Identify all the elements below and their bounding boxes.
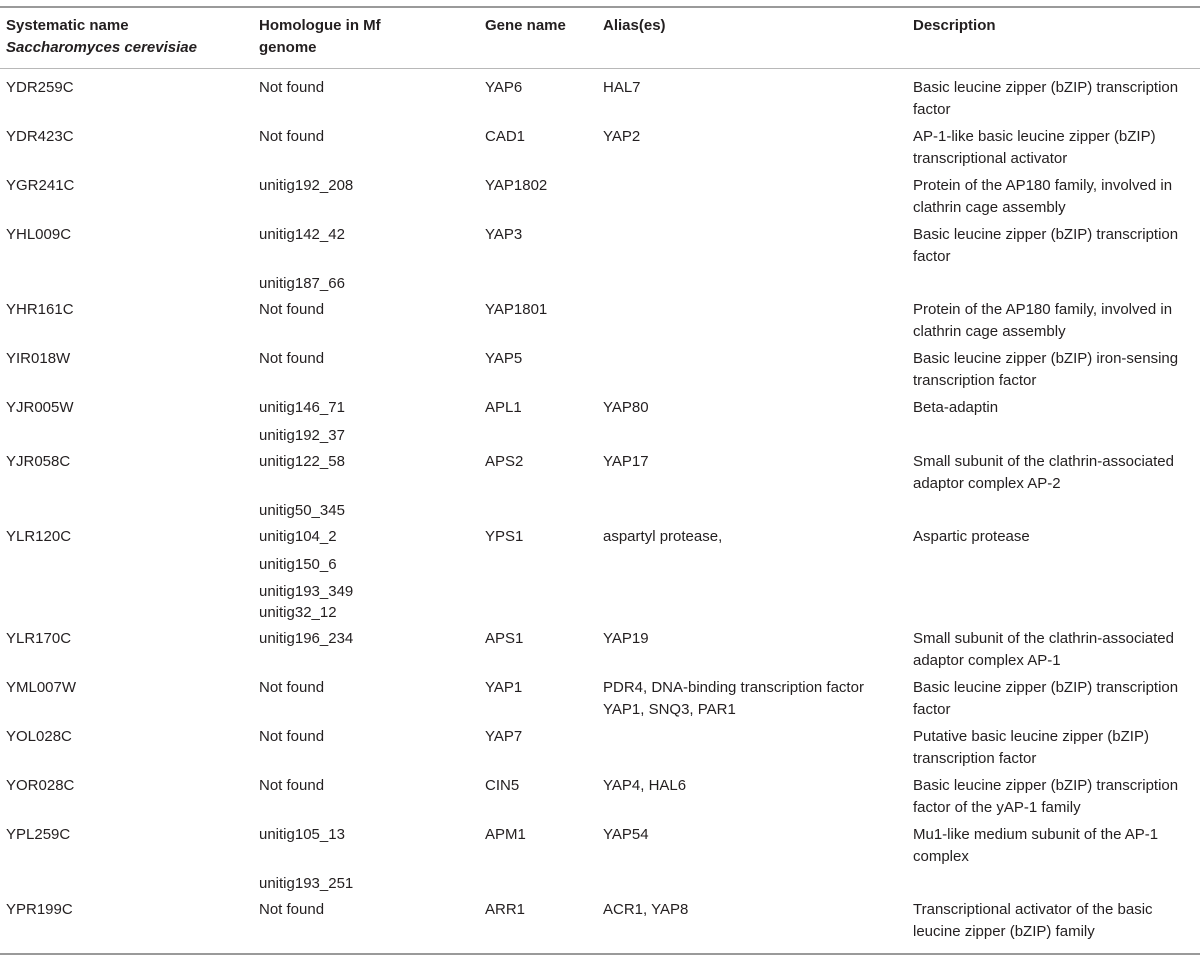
cell-homologue: Not found	[259, 901, 325, 918]
cell-description-line: Basic leucine zipper (bZIP) transcription	[913, 679, 1179, 696]
cell-description	[913, 175, 1172, 219]
cell-systematic-name: YDR423C	[6, 128, 74, 145]
cell-systematic-name: YGR241C	[6, 177, 75, 194]
cell-gene-name: YPS1	[485, 528, 524, 545]
cell-gene-name: YAP3	[485, 226, 523, 243]
cell-systematic-name: YLR120C	[6, 528, 72, 545]
cell-description	[913, 397, 998, 419]
table-top-rule	[0, 6, 1200, 8]
cell-systematic-name: YOR028C	[6, 777, 75, 794]
cell-systematic-name: YLR170C	[6, 630, 72, 647]
cell-homologue: unitig105_13	[259, 826, 345, 843]
cell-gene-name: APS2	[485, 453, 524, 470]
cell-homologue: Not found	[259, 128, 325, 145]
cell-systematic-name: YDR259C	[6, 79, 74, 96]
cell-alias-line: PDR4, DNA-binding transcription factor	[603, 679, 864, 696]
cell-homologue: unitig193_349	[259, 583, 354, 600]
cell-alias-line: YAP17	[603, 453, 649, 470]
cell-description-line: Basic leucine zipper (bZIP) transcription	[913, 79, 1179, 96]
header-species: Saccharomyces cerevisiae	[6, 39, 197, 56]
cell-description-line: factor	[913, 101, 951, 118]
cell-homologue: Not found	[259, 728, 325, 745]
cell-alias	[603, 526, 722, 548]
cell-homologue: unitig196_234	[259, 630, 354, 647]
header-homologue-line2: genome	[259, 39, 317, 56]
cell-gene-name: YAP6	[485, 79, 523, 96]
cell-homologue: unitig122_58	[259, 453, 345, 470]
cell-alias-line: YAP1, SNQ3, PAR1	[603, 701, 736, 718]
cell-description-line: adaptor complex AP-1	[913, 652, 1061, 669]
cell-homologue: Not found	[259, 350, 325, 367]
cell-description-line: factor	[913, 248, 951, 265]
cell-description-line: factor of the yAP-1 family	[913, 799, 1081, 816]
cell-alias	[603, 77, 641, 99]
header-homologue	[259, 15, 381, 59]
cell-description	[913, 824, 1158, 868]
cell-gene-name: APL1	[485, 399, 522, 416]
cell-homologue: unitig192_208	[259, 177, 354, 194]
header-description: Description	[913, 17, 996, 34]
cell-alias	[603, 451, 649, 473]
cell-systematic-name: YHR161C	[6, 301, 74, 318]
header-alias: Alias(es)	[603, 17, 666, 34]
cell-gene-name: APS1	[485, 630, 524, 647]
cell-alias-line: aspartyl protease,	[603, 528, 723, 545]
cell-description-line: Small subunit of the clathrin-associated	[913, 453, 1174, 470]
cell-gene-name: YAP1801	[485, 301, 548, 318]
cell-description	[913, 451, 1174, 495]
header-systematic-label: Systematic name	[6, 17, 129, 34]
cell-alias-line: HAL7	[603, 79, 641, 96]
cell-gene-name: CAD1	[485, 128, 526, 145]
cell-gene-name: CIN5	[485, 777, 520, 794]
cell-systematic-name: YJR005W	[6, 399, 74, 416]
cell-alias	[603, 899, 688, 921]
cell-description-line: clathrin cage assembly	[913, 199, 1066, 216]
cell-homologue: unitig142_42	[259, 226, 345, 243]
cell-gene-name: YAP7	[485, 728, 523, 745]
cell-description-line: Mu1-like medium subunit of the AP-1	[913, 826, 1159, 843]
cell-description-line: adaptor complex AP-2	[913, 475, 1061, 492]
cell-homologue: unitig193_251	[259, 875, 354, 892]
cell-alias	[603, 628, 649, 650]
cell-description-line: transcription factor	[913, 372, 1037, 389]
cell-description-line: clathrin cage assembly	[913, 323, 1066, 340]
cell-homologue: Not found	[259, 79, 325, 96]
cell-description-line: Transcriptional activator of the basic	[913, 901, 1153, 918]
cell-description-line: Aspartic protease	[913, 528, 1030, 545]
cell-description	[913, 299, 1172, 343]
cell-description-line: Basic leucine zipper (bZIP) iron-sensing	[913, 350, 1179, 367]
cell-homologue: unitig32_12	[259, 604, 337, 621]
cell-gene-name: ARR1	[485, 901, 526, 918]
cell-systematic-name: YPL259C	[6, 826, 71, 843]
cell-systematic-name: YIR018W	[6, 350, 71, 367]
header-systematic	[6, 15, 197, 59]
cell-alias-line: YAP80	[603, 399, 649, 416]
cell-homologue: unitig187_66	[259, 275, 345, 292]
cell-description-line: Small subunit of the clathrin-associated	[913, 630, 1174, 647]
cell-alias-line: ACR1, YAP8	[603, 901, 689, 918]
cell-description	[913, 677, 1178, 721]
cell-homologue: Not found	[259, 777, 325, 794]
cell-description-line: Basic leucine zipper (bZIP) transcription	[913, 226, 1179, 243]
cell-alias	[603, 677, 864, 721]
cell-description-line: transcriptional activator	[913, 150, 1068, 167]
cell-gene-name: APM1	[485, 826, 526, 843]
cell-homologue: unitig192_37	[259, 427, 345, 444]
cell-alias-line: YAP54	[603, 826, 649, 843]
cell-alias-line: YAP2	[603, 128, 641, 145]
cell-description-line: Putative basic leucine zipper (bZIP)	[913, 728, 1149, 745]
cell-alias	[603, 397, 649, 419]
cell-description-line: transcription factor	[913, 750, 1037, 767]
cell-homologue: unitig146_71	[259, 399, 345, 416]
header-homologue-line1: Homologue in Mf	[259, 17, 381, 34]
cell-gene-name: YAP1	[485, 679, 523, 696]
cell-homologue: unitig50_345	[259, 502, 345, 519]
cell-systematic-name: YHL009C	[6, 226, 72, 243]
cell-homologue: unitig150_6	[259, 556, 337, 573]
cell-gene-name: YAP5	[485, 350, 523, 367]
header-gene: Gene name	[485, 17, 566, 34]
cell-description	[913, 77, 1178, 121]
cell-alias	[603, 775, 686, 797]
cell-alias-line: YAP19	[603, 630, 649, 647]
cell-description	[913, 628, 1174, 672]
cell-alias	[603, 824, 649, 846]
cell-description-line: Protein of the AP180 family, involved in	[913, 301, 1173, 318]
cell-description-line: Basic leucine zipper (bZIP) transcription	[913, 777, 1179, 794]
cell-alias-line: YAP4, HAL6	[603, 777, 687, 794]
cell-systematic-name: YJR058C	[6, 453, 71, 470]
cell-description	[913, 224, 1178, 268]
cell-systematic-name: YPR199C	[6, 901, 73, 918]
cell-alias	[603, 126, 640, 148]
cell-description	[913, 899, 1153, 943]
cell-homologue: unitig104_2	[259, 528, 337, 545]
cell-homologue: Not found	[259, 679, 325, 696]
cell-description	[913, 775, 1178, 819]
cell-description-line: leucine zipper (bZIP) family	[913, 923, 1095, 940]
header-rule	[0, 68, 1200, 69]
cell-homologue: Not found	[259, 301, 325, 318]
cell-description-line: AP-1-like basic leucine zipper (bZIP)	[913, 128, 1156, 145]
cell-description	[913, 726, 1149, 770]
cell-description-line: Beta-adaptin	[913, 399, 999, 416]
table-bottom-rule	[0, 953, 1200, 955]
cell-description	[913, 526, 1030, 548]
cell-description-line: complex	[913, 848, 969, 865]
cell-description-line: factor	[913, 701, 951, 718]
cell-description-line: Protein of the AP180 family, involved in	[913, 177, 1173, 194]
cell-description	[913, 126, 1156, 170]
cell-systematic-name: YOL028C	[6, 728, 72, 745]
cell-gene-name: YAP1802	[485, 177, 548, 194]
cell-description	[913, 348, 1178, 392]
cell-systematic-name: YML007W	[6, 679, 77, 696]
